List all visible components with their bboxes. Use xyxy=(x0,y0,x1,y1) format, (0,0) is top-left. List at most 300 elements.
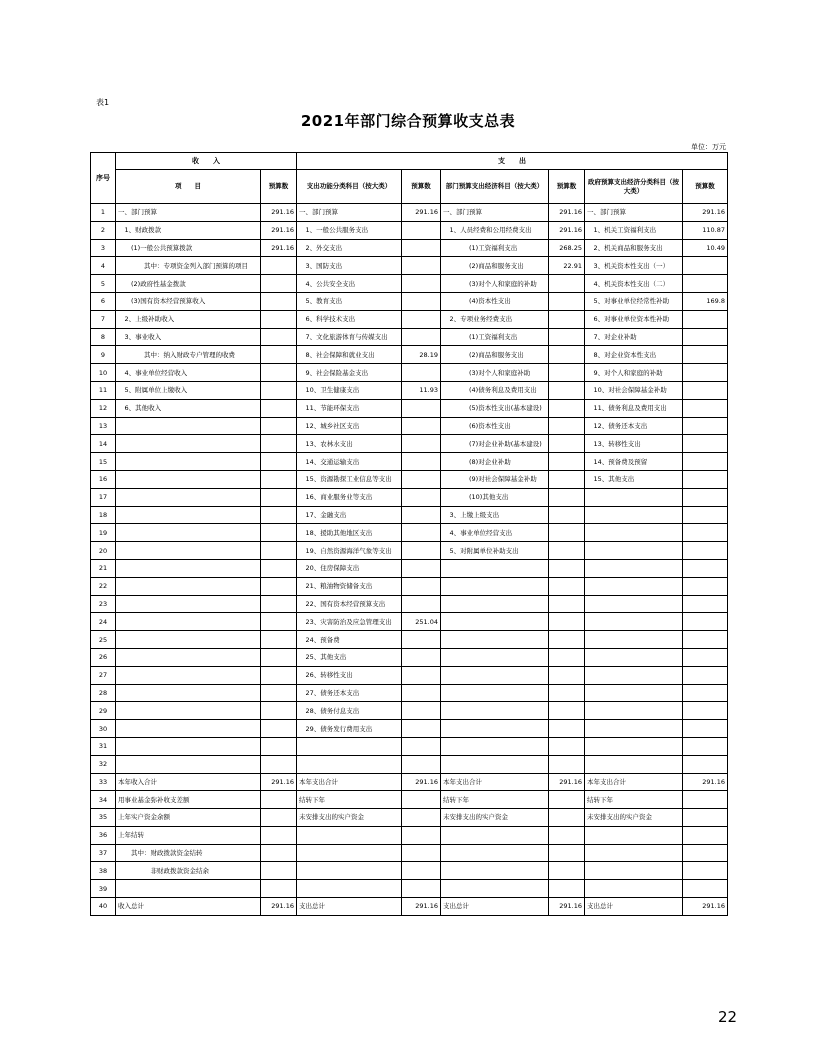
cell-func-budget xyxy=(402,292,441,310)
cell-func-class: 19、自然资源海洋气象等支出 xyxy=(297,542,402,560)
cell-dept-econ-budget xyxy=(549,559,585,577)
cell-gov-econ-budget xyxy=(683,755,728,773)
cell-dept-econ-class: (7)对企业补助(基本建设) xyxy=(441,435,549,453)
cell-dept-econ-budget xyxy=(549,453,585,471)
table-row xyxy=(91,399,728,417)
cell-income-budget xyxy=(261,577,297,595)
cell-gov-econ-class xyxy=(585,524,683,542)
cell-income-item: 其中：专项资金列入部门预算的项目 xyxy=(116,257,261,275)
header-expense: 支 出 xyxy=(297,153,728,170)
cell-income-item xyxy=(116,702,261,720)
table-row xyxy=(91,595,728,613)
table-row xyxy=(91,559,728,577)
cell-seq: 10 xyxy=(91,364,116,382)
cell-dept-econ-class: 5、对附属单位补助支出 xyxy=(441,542,549,560)
cell-func-budget: 28.19 xyxy=(402,346,441,364)
cell-dept-econ-class xyxy=(441,684,549,702)
cell-income-budget xyxy=(261,648,297,666)
cell-dept-econ-class: (10)其他支出 xyxy=(441,488,549,506)
cell-income-budget: 291.16 xyxy=(261,773,297,791)
cell-dept-econ-budget xyxy=(549,666,585,684)
cell-dept-econ-class: 未安排支出的实户资金 xyxy=(441,809,549,827)
cell-func-budget xyxy=(402,239,441,257)
cell-gov-econ-budget xyxy=(683,417,728,435)
cell-func-class: 29、债务发行费用支出 xyxy=(297,720,402,738)
cell-income-budget xyxy=(261,720,297,738)
cell-gov-econ-class: 本年支出合计 xyxy=(585,773,683,791)
cell-dept-econ-budget xyxy=(549,631,585,649)
cell-gov-econ-budget xyxy=(683,577,728,595)
cell-func-budget xyxy=(402,862,441,880)
cell-income-item xyxy=(116,435,261,453)
cell-income-item: (3)国有资本经营预算收入 xyxy=(116,292,261,310)
cell-func-budget xyxy=(402,275,441,293)
cell-gov-econ-class xyxy=(585,720,683,738)
cell-income-budget: 291.16 xyxy=(261,239,297,257)
cell-seq: 38 xyxy=(91,862,116,880)
cell-seq: 34 xyxy=(91,791,116,809)
cell-gov-econ-budget xyxy=(683,506,728,524)
cell-gov-econ-class xyxy=(585,542,683,560)
cell-func-class xyxy=(297,755,402,773)
cell-gov-econ-budget xyxy=(683,257,728,275)
cell-gov-econ-class: 一、部门预算 xyxy=(585,204,683,222)
cell-func-budget xyxy=(402,364,441,382)
cell-dept-econ-budget xyxy=(549,470,585,488)
cell-func-budget xyxy=(402,720,441,738)
cell-income-budget xyxy=(261,488,297,506)
cell-income-budget xyxy=(261,257,297,275)
cell-income-item xyxy=(116,506,261,524)
cell-gov-econ-class: 9、对个人和家庭的补助 xyxy=(585,364,683,382)
cell-func-class: 18、援助其他地区支出 xyxy=(297,524,402,542)
unit-label: 单位：万元 xyxy=(691,143,726,151)
cell-gov-econ-class: 15、其他支出 xyxy=(585,470,683,488)
budget-table xyxy=(90,152,728,916)
table-row xyxy=(91,631,728,649)
cell-gov-econ-budget: 10.49 xyxy=(683,239,728,257)
cell-dept-econ-class xyxy=(441,595,549,613)
cell-seq: 30 xyxy=(91,720,116,738)
header-gov-econ-class: 政府预算支出经济分类科目（按大类） xyxy=(585,170,683,204)
cell-func-class: 22、国有资本经营预算支出 xyxy=(297,595,402,613)
cell-gov-econ-budget xyxy=(683,737,728,755)
cell-dept-econ-budget xyxy=(549,399,585,417)
table-row xyxy=(91,577,728,595)
cell-func-class: 17、金融支出 xyxy=(297,506,402,524)
cell-func-class: 12、城乡社区支出 xyxy=(297,417,402,435)
cell-dept-econ-class: 一、部门预算 xyxy=(441,204,549,222)
table-row xyxy=(91,542,728,560)
cell-func-budget: 291.16 xyxy=(402,898,441,916)
cell-func-budget xyxy=(402,880,441,898)
cell-gov-econ-budget xyxy=(683,791,728,809)
table-row xyxy=(91,720,728,738)
cell-income-budget xyxy=(261,809,297,827)
cell-dept-econ-budget: 291.16 xyxy=(549,221,585,239)
cell-gov-econ-class xyxy=(585,862,683,880)
cell-dept-econ-class: (3)对个人和家庭的补助 xyxy=(441,275,549,293)
cell-income-budget xyxy=(261,435,297,453)
cell-func-budget xyxy=(402,453,441,471)
cell-gov-econ-budget xyxy=(683,399,728,417)
cell-income-item xyxy=(116,417,261,435)
cell-income-item: 上年实户资金余额 xyxy=(116,809,261,827)
cell-income-item: 非财政拨款资金结余 xyxy=(116,862,261,880)
cell-income-budget xyxy=(261,470,297,488)
cell-func-budget xyxy=(402,737,441,755)
cell-gov-econ-class xyxy=(585,684,683,702)
cell-func-class: 本年支出合计 xyxy=(297,773,402,791)
table-row xyxy=(91,328,728,346)
cell-gov-econ-budget xyxy=(683,809,728,827)
cell-dept-econ-budget xyxy=(549,488,585,506)
cell-dept-econ-budget xyxy=(549,506,585,524)
cell-func-class: 16、商业服务业等支出 xyxy=(297,488,402,506)
cell-gov-econ-budget xyxy=(683,381,728,399)
table-row xyxy=(91,275,728,293)
cell-dept-econ-class xyxy=(441,844,549,862)
cell-func-budget xyxy=(402,631,441,649)
cell-income-item xyxy=(116,453,261,471)
cell-dept-econ-class: 2、专项业务经费支出 xyxy=(441,310,549,328)
cell-seq: 18 xyxy=(91,506,116,524)
cell-func-class: 未安排支出的实户资金 xyxy=(297,809,402,827)
cell-dept-econ-budget xyxy=(549,328,585,346)
table-row xyxy=(91,898,728,916)
table-row xyxy=(91,702,728,720)
cell-gov-econ-class: 结转下年 xyxy=(585,791,683,809)
cell-income-item xyxy=(116,559,261,577)
cell-func-class: 15、资源勘探工业信息等支出 xyxy=(297,470,402,488)
cell-dept-econ-class: (6)资本性支出 xyxy=(441,417,549,435)
cell-func-class: 4、公共安全支出 xyxy=(297,275,402,293)
cell-gov-econ-class xyxy=(585,577,683,595)
cell-dept-econ-class: 结转下年 xyxy=(441,791,549,809)
cell-seq: 16 xyxy=(91,470,116,488)
cell-gov-econ-budget xyxy=(683,488,728,506)
cell-income-item xyxy=(116,524,261,542)
cell-dept-econ-class xyxy=(441,720,549,738)
cell-dept-econ-budget xyxy=(549,417,585,435)
cell-func-class: 21、粮油物资储备支出 xyxy=(297,577,402,595)
cell-income-item: 5、附属单位上缴收入 xyxy=(116,381,261,399)
cell-dept-econ-budget xyxy=(549,275,585,293)
cell-seq: 2 xyxy=(91,221,116,239)
cell-income-item xyxy=(116,595,261,613)
cell-dept-econ-class xyxy=(441,880,549,898)
cell-dept-econ-budget xyxy=(549,755,585,773)
cell-gov-econ-budget xyxy=(683,275,728,293)
cell-dept-econ-class: 4、事业单位经营支出 xyxy=(441,524,549,542)
cell-income-item xyxy=(116,666,261,684)
cell-func-budget xyxy=(402,755,441,773)
cell-seq: 29 xyxy=(91,702,116,720)
cell-dept-econ-budget xyxy=(549,791,585,809)
header-budget: 预算数 xyxy=(261,170,297,204)
table-row xyxy=(91,346,728,364)
table-row xyxy=(91,844,728,862)
cell-gov-econ-budget xyxy=(683,826,728,844)
cell-gov-econ-budget xyxy=(683,862,728,880)
cell-func-class: 9、社会保险基金支出 xyxy=(297,364,402,382)
cell-income-item: 2、上级补助收入 xyxy=(116,310,261,328)
cell-dept-econ-class: (1)工资福利支出 xyxy=(441,239,549,257)
cell-gov-econ-class xyxy=(585,702,683,720)
cell-dept-econ-class: (5)资本性支出(基本建设) xyxy=(441,399,549,417)
header-income: 收 入 xyxy=(116,153,297,170)
cell-gov-econ-budget: 291.16 xyxy=(683,773,728,791)
cell-dept-econ-budget: 291.16 xyxy=(549,204,585,222)
cell-seq: 6 xyxy=(91,292,116,310)
cell-gov-econ-budget xyxy=(683,613,728,631)
cell-gov-econ-budget xyxy=(683,524,728,542)
cell-seq: 33 xyxy=(91,773,116,791)
table-row xyxy=(91,292,728,310)
table-body xyxy=(91,204,728,916)
cell-func-class: 13、农林水支出 xyxy=(297,435,402,453)
cell-gov-econ-class: 未安排支出的实户资金 xyxy=(585,809,683,827)
table-row xyxy=(91,435,728,453)
cell-func-budget xyxy=(402,826,441,844)
cell-dept-econ-budget: 22.91 xyxy=(549,257,585,275)
cell-seq: 5 xyxy=(91,275,116,293)
cell-income-budget xyxy=(261,417,297,435)
cell-gov-econ-budget xyxy=(683,666,728,684)
cell-gov-econ-class xyxy=(585,826,683,844)
table-row xyxy=(91,524,728,542)
cell-gov-econ-budget xyxy=(683,631,728,649)
cell-dept-econ-class xyxy=(441,666,549,684)
cell-func-class: 26、转移性支出 xyxy=(297,666,402,684)
cell-dept-econ-class: 1、人员经费和公用经费支出 xyxy=(441,221,549,239)
cell-gov-econ-budget xyxy=(683,310,728,328)
cell-func-budget xyxy=(402,488,441,506)
cell-seq: 8 xyxy=(91,328,116,346)
cell-gov-econ-budget xyxy=(683,648,728,666)
cell-income-item xyxy=(116,648,261,666)
cell-gov-econ-budget xyxy=(683,684,728,702)
table-label: 表1 xyxy=(96,98,110,107)
cell-gov-econ-class: 6、对事业单位资本性补助 xyxy=(585,310,683,328)
cell-func-budget xyxy=(402,257,441,275)
cell-dept-econ-class: 支出总计 xyxy=(441,898,549,916)
cell-seq: 28 xyxy=(91,684,116,702)
cell-income-budget xyxy=(261,399,297,417)
table-row xyxy=(91,453,728,471)
cell-dept-econ-class xyxy=(441,862,549,880)
cell-gov-econ-class: 5、对事业单位经常性补助 xyxy=(585,292,683,310)
cell-seq: 17 xyxy=(91,488,116,506)
cell-func-budget xyxy=(402,328,441,346)
cell-gov-econ-budget xyxy=(683,844,728,862)
cell-func-class: 23、灾害防治及应急管理支出 xyxy=(297,613,402,631)
cell-gov-econ-class xyxy=(585,488,683,506)
cell-income-budget: 291.16 xyxy=(261,204,297,222)
cell-gov-econ-class: 12、债务还本支出 xyxy=(585,417,683,435)
cell-dept-econ-budget xyxy=(549,595,585,613)
cell-gov-econ-class xyxy=(585,631,683,649)
cell-gov-econ-class: 1、机关工资福利支出 xyxy=(585,221,683,239)
cell-income-budget xyxy=(261,542,297,560)
cell-gov-econ-class xyxy=(585,755,683,773)
cell-dept-econ-budget xyxy=(549,364,585,382)
cell-seq: 27 xyxy=(91,666,116,684)
cell-income-budget xyxy=(261,595,297,613)
cell-dept-econ-class xyxy=(441,702,549,720)
cell-func-budget xyxy=(402,648,441,666)
cell-income-item xyxy=(116,737,261,755)
table-row xyxy=(91,488,728,506)
cell-income-budget xyxy=(261,310,297,328)
cell-income-item xyxy=(116,488,261,506)
cell-seq: 19 xyxy=(91,524,116,542)
cell-gov-econ-class xyxy=(585,506,683,524)
cell-func-budget xyxy=(402,417,441,435)
table-row xyxy=(91,364,728,382)
header-func-class: 支出功能分类科目（按大类） xyxy=(297,170,402,204)
table-row xyxy=(91,737,728,755)
cell-income-item: 用事业基金弥补收支差额 xyxy=(116,791,261,809)
cell-func-class: 24、预备费 xyxy=(297,631,402,649)
cell-gov-econ-class xyxy=(585,880,683,898)
cell-func-class: 10、卫生健康支出 xyxy=(297,381,402,399)
cell-dept-econ-class: (8)对企业补助 xyxy=(441,453,549,471)
cell-dept-econ-budget xyxy=(549,844,585,862)
cell-income-item: 一、部门预算 xyxy=(116,204,261,222)
cell-income-budget xyxy=(261,506,297,524)
cell-income-budget xyxy=(261,880,297,898)
cell-seq: 23 xyxy=(91,595,116,613)
cell-func-budget xyxy=(402,542,441,560)
cell-income-item: 4、事业单位经营收入 xyxy=(116,364,261,382)
cell-func-budget: 291.16 xyxy=(402,204,441,222)
cell-func-class: 6、科学技术支出 xyxy=(297,310,402,328)
cell-income-budget: 291.16 xyxy=(261,221,297,239)
cell-dept-econ-budget xyxy=(549,880,585,898)
cell-func-class: 27、债务还本支出 xyxy=(297,684,402,702)
cell-dept-econ-class xyxy=(441,648,549,666)
cell-income-item xyxy=(116,880,261,898)
cell-dept-econ-budget xyxy=(549,542,585,560)
cell-income-item: 1、财政拨款 xyxy=(116,221,261,239)
cell-dept-econ-budget xyxy=(549,346,585,364)
cell-seq: 37 xyxy=(91,844,116,862)
cell-income-budget xyxy=(261,381,297,399)
cell-func-class: 28、债务付息支出 xyxy=(297,702,402,720)
cell-gov-econ-class: 14、预备费及预留 xyxy=(585,453,683,471)
cell-seq: 26 xyxy=(91,648,116,666)
cell-dept-econ-budget xyxy=(549,684,585,702)
table-row xyxy=(91,826,728,844)
cell-gov-econ-budget xyxy=(683,702,728,720)
cell-gov-econ-budget xyxy=(683,328,728,346)
cell-income-budget xyxy=(261,631,297,649)
cell-dept-econ-budget xyxy=(549,524,585,542)
table-row xyxy=(91,862,728,880)
cell-seq: 35 xyxy=(91,809,116,827)
cell-gov-econ-budget xyxy=(683,595,728,613)
cell-income-item: (2)政府性基金拨款 xyxy=(116,275,261,293)
cell-gov-econ-budget xyxy=(683,542,728,560)
cell-seq: 3 xyxy=(91,239,116,257)
cell-dept-econ-class: (4)债务利息及费用支出 xyxy=(441,381,549,399)
cell-func-class xyxy=(297,862,402,880)
table-row xyxy=(91,257,728,275)
cell-income-budget xyxy=(261,755,297,773)
cell-income-item: (1)一般公共预算拨款 xyxy=(116,239,261,257)
cell-dept-econ-class xyxy=(441,577,549,595)
cell-dept-econ-class: (1)工资福利支出 xyxy=(441,328,549,346)
cell-seq: 11 xyxy=(91,381,116,399)
table-row xyxy=(91,613,728,631)
cell-func-budget xyxy=(402,435,441,453)
cell-func-class: 11、节能环保支出 xyxy=(297,399,402,417)
cell-gov-econ-class xyxy=(585,559,683,577)
cell-func-budget xyxy=(402,577,441,595)
cell-income-budget xyxy=(261,702,297,720)
cell-dept-econ-budget: 291.16 xyxy=(549,898,585,916)
cell-func-budget xyxy=(402,791,441,809)
cell-income-item: 收入总计 xyxy=(116,898,261,916)
cell-income-budget xyxy=(261,613,297,631)
cell-income-budget xyxy=(261,666,297,684)
cell-dept-econ-budget xyxy=(549,737,585,755)
cell-dept-econ-budget xyxy=(549,435,585,453)
cell-func-class xyxy=(297,737,402,755)
cell-seq: 15 xyxy=(91,453,116,471)
table-row xyxy=(91,684,728,702)
cell-dept-econ-class: (9)对社会保障基金补助 xyxy=(441,470,549,488)
cell-income-item xyxy=(116,684,261,702)
table-row xyxy=(91,809,728,827)
cell-seq: 14 xyxy=(91,435,116,453)
cell-seq: 22 xyxy=(91,577,116,595)
table-row xyxy=(91,310,728,328)
table-row xyxy=(91,204,728,222)
cell-income-budget xyxy=(261,328,297,346)
header-budget: 预算数 xyxy=(549,170,585,204)
cell-seq: 4 xyxy=(91,257,116,275)
cell-gov-econ-class: 10、对社会保障基金补助 xyxy=(585,381,683,399)
cell-dept-econ-class xyxy=(441,613,549,631)
header-item: 项 目 xyxy=(116,170,261,204)
cell-func-budget xyxy=(402,559,441,577)
table-row xyxy=(91,880,728,898)
cell-gov-econ-class xyxy=(585,613,683,631)
table-row xyxy=(91,666,728,684)
cell-func-class: 2、外交支出 xyxy=(297,239,402,257)
cell-gov-econ-budget xyxy=(683,720,728,738)
cell-gov-econ-class: 11、债务利息及费用支出 xyxy=(585,399,683,417)
cell-seq: 13 xyxy=(91,417,116,435)
cell-income-budget xyxy=(261,453,297,471)
cell-func-budget xyxy=(402,310,441,328)
cell-func-class xyxy=(297,880,402,898)
cell-gov-econ-class xyxy=(585,648,683,666)
table-row xyxy=(91,648,728,666)
cell-func-budget xyxy=(402,684,441,702)
cell-seq: 32 xyxy=(91,755,116,773)
cell-income-item xyxy=(116,631,261,649)
cell-gov-econ-budget xyxy=(683,559,728,577)
cell-dept-econ-class: (4)资本性支出 xyxy=(441,292,549,310)
cell-income-budget xyxy=(261,364,297,382)
cell-gov-econ-budget: 291.16 xyxy=(683,898,728,916)
cell-dept-econ-budget xyxy=(549,613,585,631)
cell-income-item: 3、事业收入 xyxy=(116,328,261,346)
header-seq: 序号 xyxy=(91,153,116,204)
